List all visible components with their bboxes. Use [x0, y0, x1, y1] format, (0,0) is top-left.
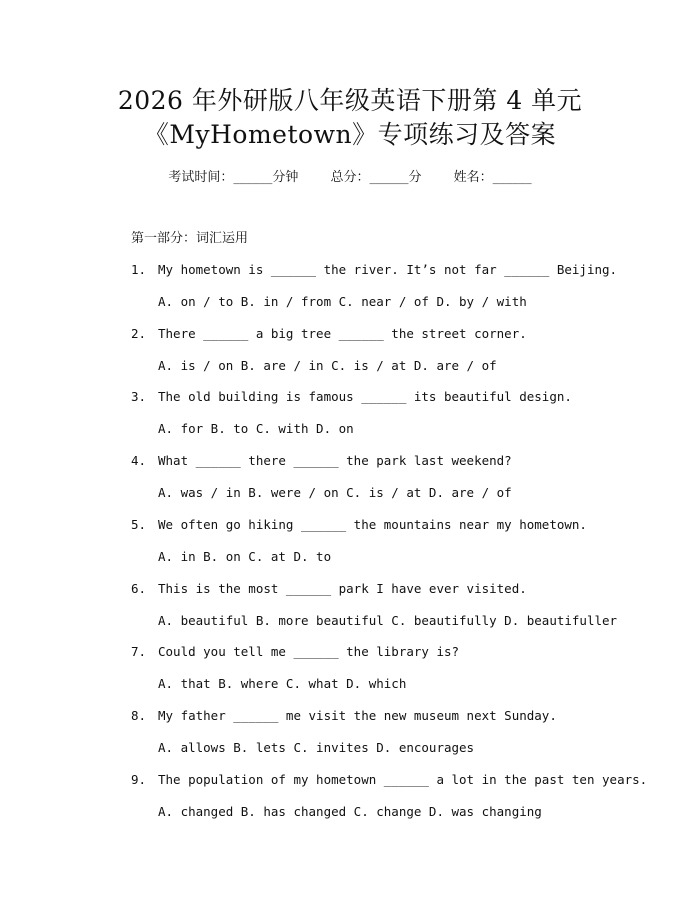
question-text: The old building is famous ______ its beautiful design. — [158, 389, 572, 404]
question-text: What ______ there ______ the park last weekend? — [158, 453, 512, 468]
question-text: Could you tell me ______ the library is? — [158, 644, 460, 659]
question-text: My father ______ me visit the new museum next Sunday. — [158, 708, 557, 723]
question-1-options: A. on / to B. in / from C. near / of D. by / with — [158, 294, 527, 309]
question-number: 5. — [131, 517, 147, 532]
question-9-options: A. changed B. has changed C. change D. was changing — [158, 804, 542, 819]
question-1 — [131, 260, 617, 280]
question-number: 7. — [131, 644, 147, 659]
question-8 — [131, 706, 557, 726]
exam-time: 考试时间：______分钟 — [168, 170, 299, 185]
question-text: This is the most ______ park I have ever visited. — [158, 581, 527, 596]
question-6 — [131, 579, 527, 599]
question-5 — [131, 515, 587, 535]
question-4 — [131, 451, 512, 471]
question-4-options: A. was / in B. were / on C. is / at D. are / of — [158, 485, 512, 500]
question-3 — [131, 387, 572, 407]
question-2-options: A. is / on B. are / in C. is / at D. are / of — [158, 358, 497, 373]
question-number: 2. — [131, 326, 147, 341]
question-9 — [131, 770, 647, 790]
question-number: 1. — [131, 262, 147, 277]
exam-meta — [0, 168, 700, 188]
title-line-2: 《MyHometown》专项练习及答案 — [143, 120, 557, 149]
question-8-options: A. allows B. lets C. invites D. encourages — [158, 740, 475, 755]
student-name: 姓名：______ — [453, 170, 532, 185]
question-number: 4. — [131, 453, 147, 468]
question-6-options: A. beautiful B. more beautiful C. beautifully D. beautifuller — [158, 613, 618, 628]
question-text: My hometown is ______ the river. It’s not far ______ Beijing. — [158, 262, 618, 277]
question-5-options: A. in B. on C. at D. to — [158, 549, 332, 564]
question-number: 3. — [131, 389, 147, 404]
question-7 — [131, 642, 459, 662]
question-3-options: A. for B. to C. with D. on — [158, 421, 354, 436]
question-text: There ______ a big tree ______ the street corner. — [158, 326, 527, 341]
question-2 — [131, 324, 527, 344]
question-7-options: A. that B. where C. what D. which — [158, 676, 407, 691]
exam-total-score: 总分：______分 — [330, 170, 422, 185]
section-heading: 第一部分：词汇运用 — [131, 231, 249, 246]
title-line-1: 2026 年外研版八年级英语下册第 4 单元 — [117, 86, 583, 115]
question-text: We often go hiking ______ the mountains near my hometown. — [158, 517, 587, 532]
question-number: 9. — [131, 772, 147, 787]
question-number: 6. — [131, 581, 147, 596]
question-text: The population of my hometown ______ a lot in the past ten years. — [158, 772, 648, 787]
question-number: 8. — [131, 708, 147, 723]
